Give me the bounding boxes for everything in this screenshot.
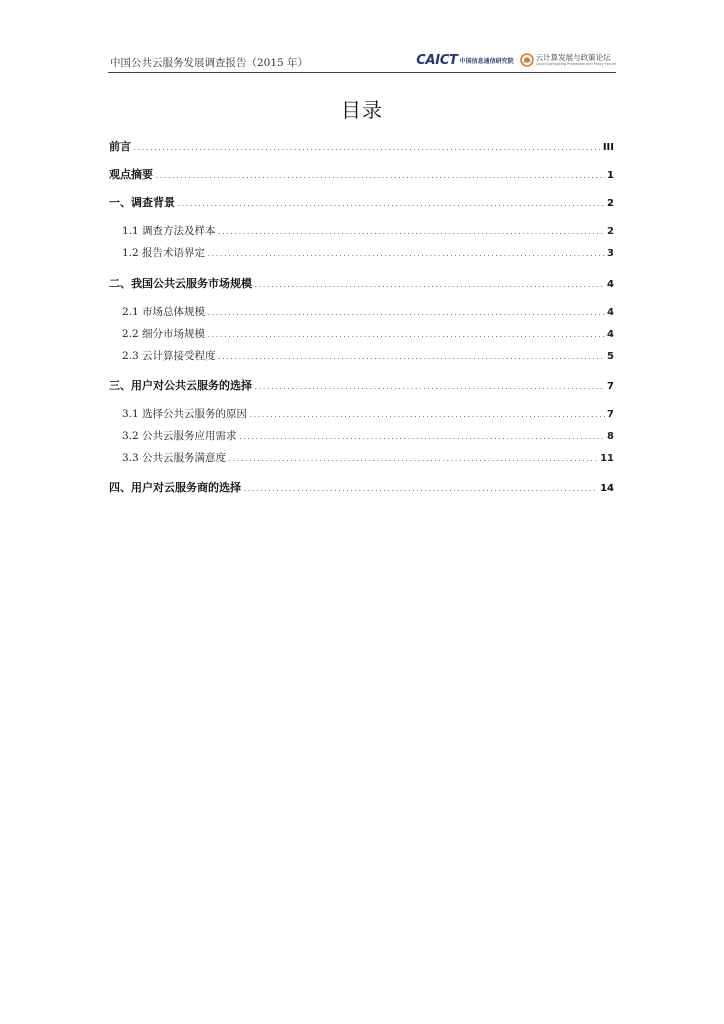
toc-entry-label: 3.2 公共云服务应用需求 <box>122 430 237 442</box>
toc-entry-chapter-4[interactable] <box>109 479 614 495</box>
toc-entry-page: 2 <box>607 226 614 237</box>
toc-leader-dots <box>218 229 605 236</box>
toc-leader-dots <box>177 201 605 208</box>
toc-entry-page: III <box>602 142 614 153</box>
toc-entry-page: 3 <box>607 248 614 259</box>
toc-entry-label: 3.1 选择公共云服务的原因 <box>122 408 248 420</box>
toc-entry-label: 一、调查背景 <box>109 196 175 209</box>
toc-entry-label: 观点摘要 <box>109 168 153 181</box>
toc-entry-3-1[interactable] <box>122 406 614 421</box>
toc-leader-dots <box>155 173 605 180</box>
toc-entry-1-2[interactable] <box>122 245 614 260</box>
header-divider <box>108 72 616 73</box>
toc-leader-dots <box>249 412 605 419</box>
toc-entry-3-2[interactable] <box>122 428 614 443</box>
toc-entry-page: 7 <box>607 409 614 420</box>
toc-leader-dots <box>254 384 605 391</box>
toc-entry-2-2[interactable] <box>122 326 614 341</box>
cloud-forum-english: Cloud Computing Promotion and Policy Forum <box>535 61 616 66</box>
toc-entry-2-3[interactable] <box>122 348 614 363</box>
toc-entry-label: 2.3 云计算接受程度 <box>122 350 216 362</box>
toc-entry-label: 前言 <box>109 140 131 153</box>
toc-entry-label: 2.2 细分市场规模 <box>122 328 206 340</box>
toc-entry-label: 3.3 公共云服务满意度 <box>122 452 227 464</box>
toc-entry-chapter-2[interactable] <box>109 275 614 291</box>
cloud-forum-icon <box>520 53 534 67</box>
header-title: 中国公共云服务发展调查报告（2015 年） <box>110 57 309 69</box>
caict-logo-subtitle: 中国信息通信研究院 <box>459 57 514 65</box>
toc-entry-label: 四、用户对云服务商的选择 <box>109 481 241 494</box>
toc-entry-page: 7 <box>607 381 614 392</box>
toc-leader-dots <box>239 434 605 441</box>
toc-leader-dots <box>133 145 601 152</box>
toc-entry-label: 2.1 市场总体规模 <box>122 306 206 318</box>
toc-entry-page: 4 <box>607 307 614 318</box>
toc-leader-dots <box>207 251 605 258</box>
toc-leader-dots <box>218 354 605 361</box>
caict-logo-mark: CAICT <box>416 52 458 68</box>
toc-entry-label: 三、用户对公共云服务的选择 <box>109 379 252 392</box>
toc-entry-chapter-3[interactable] <box>109 377 614 393</box>
toc-entry-page: 14 <box>600 483 614 494</box>
toc-entry-3-3[interactable] <box>122 450 614 465</box>
toc-leader-dots <box>207 310 605 317</box>
toc-leader-dots <box>228 456 598 463</box>
toc-entry-page: 5 <box>607 351 614 362</box>
toc-entry-foreword[interactable] <box>109 138 614 154</box>
toc-entry-label: 1.1 调查方法及样本 <box>122 225 216 237</box>
toc-leader-dots <box>207 332 605 339</box>
toc-entry-page: 8 <box>607 431 614 442</box>
toc-entry-page: 1 <box>607 170 614 181</box>
toc-entry-summary[interactable] <box>109 166 614 182</box>
toc-entry-page: 11 <box>600 453 614 464</box>
toc-entry-page: 4 <box>607 279 614 290</box>
toc-leader-dots <box>243 486 598 493</box>
toc-entry-chapter-1[interactable] <box>109 194 614 210</box>
toc-entry-1-1[interactable] <box>122 223 614 238</box>
toc-entry-page: 4 <box>607 329 614 340</box>
page-header <box>108 48 616 74</box>
header-logos <box>416 50 616 70</box>
toc-entry-2-1[interactable] <box>122 304 614 319</box>
toc-title: 目录 <box>341 98 383 122</box>
cloud-forum-logo <box>520 53 616 67</box>
toc-entry-label: 1.2 报告术语界定 <box>122 247 206 259</box>
caict-logo <box>416 53 513 68</box>
toc-entry-page: 2 <box>607 198 614 209</box>
toc-leader-dots <box>254 282 605 289</box>
toc-entry-label: 二、我国公共云服务市场规模 <box>109 277 252 290</box>
cloud-forum-name: 云计算发展与政策论坛 <box>535 53 611 62</box>
